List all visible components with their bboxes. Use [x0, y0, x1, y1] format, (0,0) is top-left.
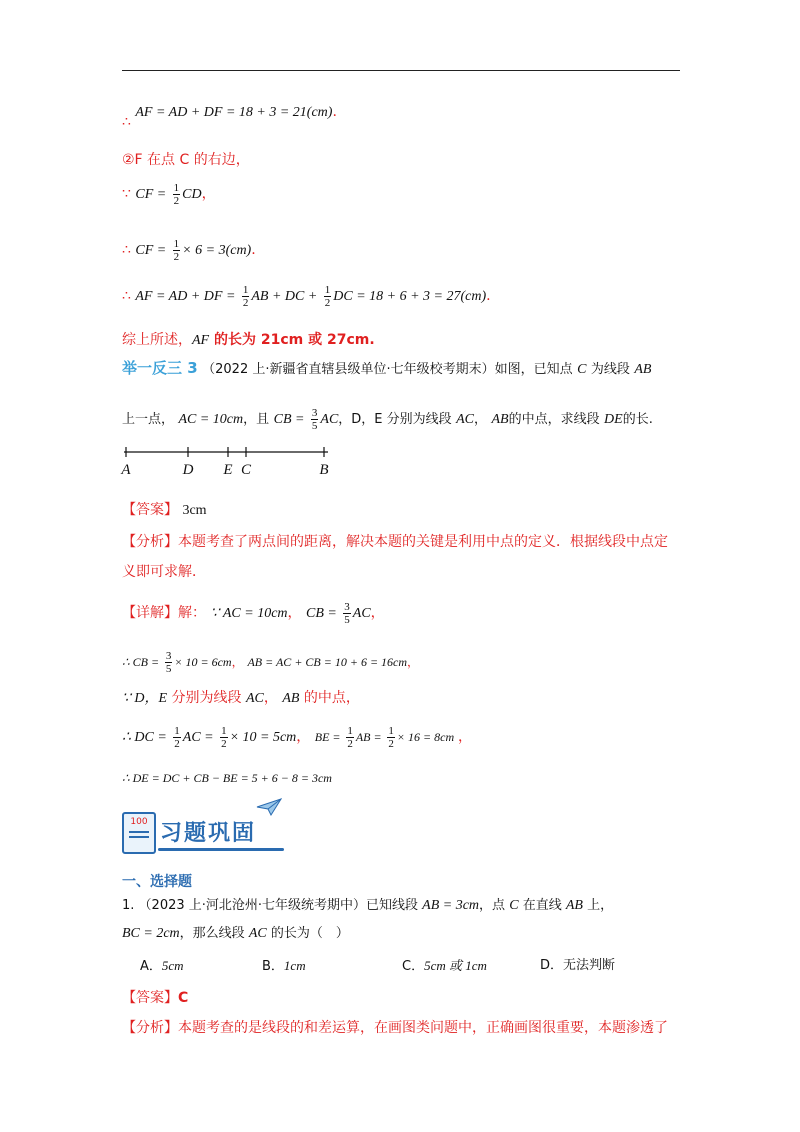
af-27-line [122, 282, 491, 311]
fraction-three-fifths [165, 650, 173, 675]
detail-cb-rhs: AC [352, 606, 371, 621]
comma: ， [457, 729, 472, 745]
q1-text6: 的长为（ ） [270, 926, 349, 941]
detail-de-calc: ∴ DE = DC + CB − BE = 5 + 6 − 8 = 3cm [122, 771, 332, 785]
segment-de: DE [604, 412, 623, 427]
detail-e: E [158, 691, 168, 706]
q1-option-b[interactable] [262, 956, 306, 977]
point-label-D: D [182, 462, 194, 478]
detail-be-rhs: × 16 = 8cm [396, 730, 455, 744]
fraction-one-half [346, 725, 354, 750]
example3-mid: 为线段 [590, 362, 630, 377]
q1-ab: AB = 3cm [422, 898, 480, 913]
option-value: 1cm [283, 958, 306, 973]
option-label: D． [540, 958, 564, 973]
option-label: A． [140, 959, 162, 974]
frac-num: 1 [242, 283, 249, 296]
period: . [332, 104, 337, 120]
example3-line2 [122, 404, 653, 435]
point-label-E: E [223, 462, 233, 478]
example3-text-e: 的中点，求线段 [508, 412, 600, 427]
fraction-one-half [173, 725, 181, 750]
detail-ac-seg: AC [246, 691, 264, 706]
q1-number: 1. [122, 898, 135, 913]
banner-underline [158, 848, 284, 851]
segment-ab: AB [491, 412, 509, 427]
q1-c: C [509, 898, 519, 913]
cb-lhs: CB = [273, 412, 305, 427]
analysis-text1: 本题考查了两点间的距离，解决本题的关键是利用中点的定义．根据线段中点定 [178, 534, 668, 550]
period: . [251, 242, 256, 258]
fraction-one-half [242, 284, 250, 309]
comma: ， [296, 729, 311, 745]
case-two-label [122, 150, 250, 170]
equation-af-21: AF = AD + DF = 18 + 3 = 21(cm) [135, 105, 333, 120]
score-text: 100 [130, 817, 148, 827]
ac-equation: AC = 10cm [178, 412, 244, 427]
case-two-text: ②F 在点 C 的右边， [122, 152, 250, 168]
fraction-one-half [173, 182, 181, 207]
fraction-three-fifths [343, 601, 351, 626]
af-part2: AB + DC + [251, 289, 318, 304]
detail-line5 [122, 768, 332, 788]
therefore-symbol: ∴ [122, 288, 131, 304]
frac-num: 1 [324, 283, 331, 296]
cf-rhs: CD [182, 187, 202, 202]
detail-ab-seg: AB [282, 691, 300, 706]
point-c: C [577, 362, 587, 377]
q1-text2: ，点 [479, 898, 506, 913]
answer-line [122, 500, 207, 521]
detail-lead: 解： [178, 605, 206, 621]
detail-be-lhs: BE = [314, 730, 341, 744]
banner-title: 习题巩固 [160, 821, 257, 846]
detail-line3 [122, 688, 360, 709]
frac-den: 2 [173, 194, 180, 207]
detail-line1 [122, 598, 385, 629]
q1-text5: ，那么线段 [179, 926, 245, 941]
frac-den: 2 [347, 738, 353, 750]
option-label: C． [402, 959, 425, 974]
option-value: 无法判断 [563, 958, 616, 973]
comma: ， [287, 605, 302, 621]
point-label-B: B [319, 462, 329, 478]
frac-num: 1 [173, 181, 180, 194]
comma: ， [407, 655, 420, 669]
frac-num: 3 [165, 650, 172, 662]
fraction-one-half [324, 284, 332, 309]
exercise-banner [122, 808, 292, 856]
segment-ab: AB [634, 362, 652, 377]
fraction-one-half [173, 238, 181, 263]
cb-rhs: AC [320, 412, 339, 427]
af-part3: DC = 18 + 6 + 3 = 27(cm) [333, 289, 487, 304]
q1-text3: 在直线 [522, 898, 562, 913]
frac-num: 1 [173, 237, 180, 250]
fraction-one-half [220, 725, 228, 750]
detail-sep: ， [263, 690, 283, 706]
frac-den: 5 [311, 419, 318, 432]
comma: ， [201, 186, 216, 202]
frac-num: 3 [344, 600, 350, 613]
frac-den: 5 [165, 663, 172, 675]
detail-cb-calc-rhs: × 10 = 6cm [174, 655, 232, 669]
detail-line2 [122, 648, 419, 676]
detail-dc-lhs: ∴ DC = [122, 730, 167, 745]
solution-line-af21 [122, 102, 337, 130]
answer-value: 3cm [182, 503, 207, 518]
cf2-rhs: × 6 = 3(cm) [182, 243, 252, 258]
point-label-C: C [240, 462, 252, 478]
frac-den: 2 [174, 737, 180, 750]
because-symbol: ∵ [122, 186, 131, 202]
example3-source: （2022 上·新疆省直辖县级单位·七年级校考期末）如图，已知点 [202, 362, 573, 377]
analysis-text2: 义即可求解． [122, 564, 206, 580]
point-label-A: A [121, 462, 131, 478]
fraction-one-half [387, 725, 395, 750]
example3-text-b: ，且 [243, 412, 270, 427]
frac-den: 5 [344, 613, 350, 626]
frac-num: 1 [347, 725, 353, 737]
score-sheet-icon [122, 812, 156, 854]
q1-ac: AC [248, 926, 267, 941]
example3-tag: 举一反三 3 [122, 359, 198, 377]
section-heading [122, 872, 192, 892]
q1-option-c[interactable] [402, 956, 487, 977]
q1-bc: BC = 2cm [122, 926, 180, 941]
q1-answer-tag: 【答案】 [122, 990, 178, 1006]
example3-text-c: ，D，E 分别为线段 [338, 412, 452, 427]
frac-num: 3 [311, 406, 318, 419]
frac-den: 2 [388, 738, 394, 750]
cf-lhs: CF = [135, 187, 167, 202]
example3-text-f: 的长. [622, 412, 653, 427]
detail-tag: 【详解】 [122, 605, 178, 621]
detail-be-mid: AB = [355, 730, 382, 744]
period: . [486, 288, 491, 304]
q1-option-d[interactable] [540, 956, 615, 976]
paper-plane-icon [256, 798, 282, 816]
therefore-symbol: ∴ [122, 242, 131, 258]
frac-den: 2 [242, 296, 249, 309]
summary-line [122, 330, 375, 351]
cf-three-line [122, 236, 256, 265]
analysis-line2 [122, 562, 206, 582]
detail-ac: ∵ AC = 10cm [210, 606, 288, 621]
af-part1: AF = AD + DF = [135, 289, 236, 304]
segment-ac: AC [456, 412, 474, 427]
q1-analysis-line [122, 1018, 668, 1038]
detail-cb-lhs: CB = [305, 606, 337, 621]
detail-d: ∵ D， [122, 691, 159, 706]
frac-num: 1 [388, 725, 394, 737]
q1-answer-value: C [178, 990, 189, 1006]
summary-af: AF [192, 333, 210, 348]
fraction-three-fifths [311, 407, 319, 432]
option-value: 5cm 或 1cm [424, 958, 487, 973]
cf-half-cd-line [122, 180, 216, 209]
frac-den: 2 [221, 737, 227, 750]
detail-post: 的中点， [299, 690, 360, 706]
q1-answer-line [122, 988, 188, 1008]
detail-dc-mid: AC = [182, 730, 214, 745]
segment-diagram [118, 444, 338, 478]
therefore-symbol: ∴ [122, 114, 131, 130]
detail-cb-calc-lhs: ∴ CB = [122, 655, 160, 669]
analysis-line1 [122, 532, 668, 552]
detail-mid: 分别为线段 [167, 690, 246, 706]
frac-den: 2 [173, 250, 180, 263]
frac-num: 1 [174, 724, 180, 737]
q1-text1: （2023 上·河北沧州·七年级统考期中）已知线段 [138, 898, 419, 913]
header-rule [122, 70, 680, 71]
summary-prefix: 综上所述， [122, 332, 192, 348]
q1-option-a[interactable] [140, 956, 184, 977]
q1-analysis-tag: 【分析】 [122, 1020, 178, 1036]
option-value: 5cm [161, 958, 184, 973]
example3-text-a: 上一点， [122, 412, 175, 427]
q1-analysis-text: 本题考查的是线段的和差运算，在画图类问题中，正确画图很重要，本题渗透了 [178, 1020, 668, 1036]
comma: ， [231, 655, 244, 669]
option-label: B． [262, 959, 284, 974]
q1-text4: 上， [587, 898, 614, 913]
q1-line1 [122, 896, 613, 916]
detail-ab-calc: AB = AC + CB = 10 + 6 = 16cm [247, 655, 408, 669]
frac-den: 2 [324, 296, 331, 309]
example3-line1 [122, 358, 651, 380]
summary-post: 的长为 21cm 或 27cm. [209, 332, 375, 348]
section-heading-text: 一、选择题 [122, 874, 192, 890]
example3-text-d: ， [474, 412, 488, 427]
analysis-tag: 【分析】 [122, 534, 178, 550]
comma: ， [370, 605, 385, 621]
q1-line2 [122, 924, 349, 944]
cf2-lhs: CF = [135, 243, 167, 258]
detail-dc-rhs: × 10 = 5cm [229, 730, 297, 745]
answer-tag: 【答案】 [122, 502, 178, 518]
q1-ab-line: AB [565, 898, 583, 913]
frac-num: 1 [221, 724, 227, 737]
detail-line4 [122, 722, 472, 753]
